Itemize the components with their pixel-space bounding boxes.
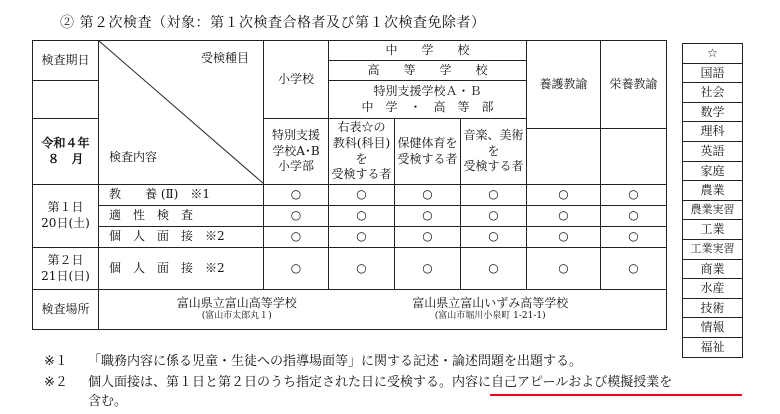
mark-circle: ○ (601, 248, 667, 290)
subject-item: 英語 (683, 142, 742, 162)
mark-circle: ○ (264, 227, 329, 248)
yogo-header: 養護教諭 (527, 41, 601, 129)
mark-circle: ○ (264, 185, 329, 206)
mark-circle: ○ (527, 185, 601, 206)
elementary-header: 小学校 (264, 41, 329, 119)
venue1-address: (富山市太郎丸１) (201, 311, 272, 322)
subject-item: 商業 (683, 260, 742, 280)
note-2-text-a: 個人面接は、第１日と第２日のうち指定された日に受検する。 (88, 375, 453, 390)
sub-header-c: 音楽、美術 を 受検する者 (461, 119, 527, 185)
subject-item: 技術 (683, 299, 742, 319)
mark-circle: ○ (329, 248, 395, 290)
subject-item: 社会 (683, 83, 742, 103)
mark-circle: ○ (461, 227, 527, 248)
mark-circle: ○ (527, 206, 601, 227)
row-item: 適 性 検 査 (99, 206, 264, 227)
mark-circle: ○ (329, 206, 395, 227)
note-1 (44, 350, 582, 369)
note-2-text-b: 内容に自己アピールおよび模擬授業を (452, 375, 673, 390)
note-2 (44, 371, 672, 390)
day1-label: 第１日 20日(土) (33, 185, 99, 248)
venue2-address: (富山市堀川小泉町 1-21-1) (434, 311, 546, 322)
subject-list-header: ☆ (683, 44, 742, 64)
mark-circle: ○ (329, 185, 395, 206)
mark-circle: ○ (461, 185, 527, 206)
mark-circle: ○ (395, 248, 461, 290)
venue-cell (99, 290, 667, 330)
mark-circle: ○ (601, 227, 667, 248)
subject-item: 数学 (683, 103, 742, 123)
secondary-line2: 高 等 学 校 (329, 61, 527, 81)
exam-date-label: 検査期日 (33, 41, 99, 81)
mark-circle: ○ (395, 185, 461, 206)
elementary-sub-header: 特別支援 学校A･B 小学部 (264, 119, 329, 185)
subject-item: 理科 (683, 122, 742, 142)
subject-item: 情報 (683, 318, 742, 338)
row-item: 個 人 面 接 ※2 (99, 248, 264, 290)
eiyo-header: 栄養教諭 (601, 41, 667, 129)
mark-circle: ○ (601, 206, 667, 227)
exam-schedule-table (32, 40, 667, 330)
note-1-mark: ※１ (44, 354, 68, 369)
mark-circle: ○ (461, 206, 527, 227)
mark-circle: ○ (527, 248, 601, 290)
exam-date-value: 令和４年 ８ 月 (33, 119, 99, 185)
mark-circle: ○ (527, 227, 601, 248)
content-label: 検査内容 (109, 150, 158, 165)
subject-item: 農業 (683, 181, 742, 201)
mark-circle: ○ (395, 206, 461, 227)
mark-circle: ○ (264, 206, 329, 227)
row-item: 個 人 面 接 ※2 (99, 227, 264, 248)
note-1-text: 「職務内容に係る児童・生徒への指導場面等」に関する記述・論述問題を出題する。 (88, 354, 583, 369)
subject-item: 工業 (683, 220, 742, 240)
row-item: 教 養 (Ⅱ) ※1 (99, 185, 264, 206)
mark-circle: ○ (601, 185, 667, 206)
venue1-name: 富山県立富山高等学校 (176, 295, 297, 310)
subject-item: 農業実習 (683, 201, 742, 221)
subject-item: 工業実習 (683, 240, 742, 260)
mark-circle: ○ (329, 227, 395, 248)
subject-list (682, 43, 743, 358)
mark-circle: ○ (395, 227, 461, 248)
mark-circle: ○ (264, 248, 329, 290)
secondary-line3: 特別支援学校Ａ・Ｂ 中 学 ・ 高 等 部 (329, 81, 527, 119)
sub-header-a: 右表☆の 教科(科目)を 受検する者 (329, 119, 395, 185)
mark-circle: ○ (461, 248, 527, 290)
subject-item: 水産 (683, 279, 742, 299)
day2-label: 第２日 21日(日) (33, 248, 99, 290)
red-underline (490, 394, 742, 396)
note-2-mark: ※２ (44, 375, 68, 390)
sub-header-b: 保健体育を 受検する者 (395, 119, 461, 185)
section-title: ② 第２次検査（対象：第１次検査合格者及び第１次検査免除者） (60, 15, 486, 31)
secondary-line1: 中 学 校 (329, 41, 527, 61)
venue2-name: 富山県立富山いずみ高等学校 (412, 295, 569, 310)
subject-item: 福祉 (700, 339, 725, 354)
subject-item: 国語 (683, 64, 742, 84)
place-label: 検査場所 (33, 290, 99, 330)
diagonal-header-cell (99, 41, 264, 185)
subject-item: 家庭 (683, 162, 742, 182)
type-label: 受検種目 (200, 51, 249, 65)
note-2-cont: 含む。 (88, 394, 128, 409)
